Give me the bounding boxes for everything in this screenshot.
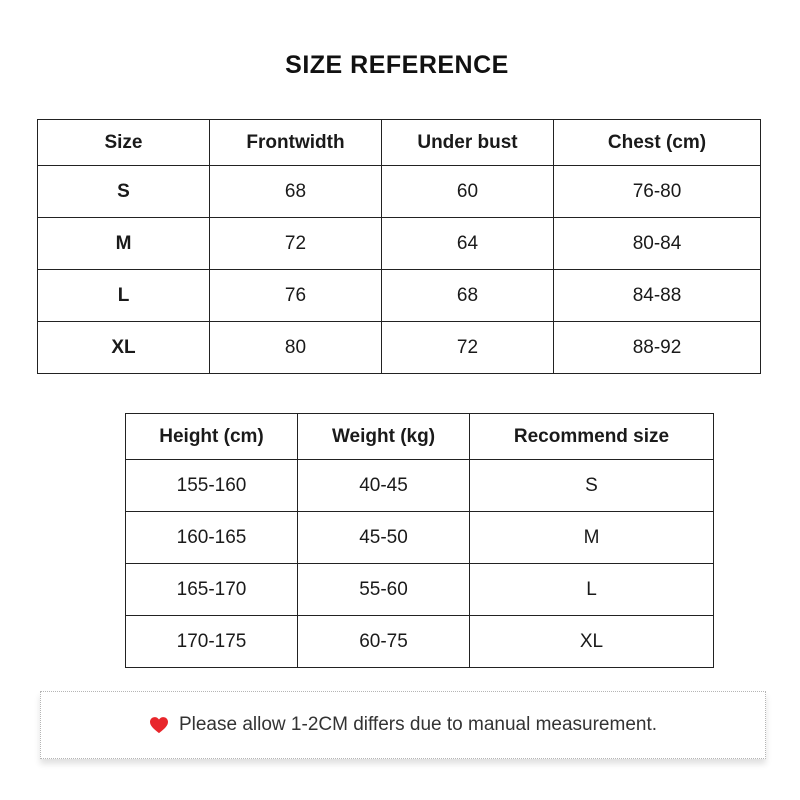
- table-row: [126, 512, 714, 564]
- weight-cell: 45-50: [298, 512, 470, 564]
- column-header-under-bust: Under bust: [382, 120, 554, 166]
- recommend-size-cell: M: [470, 512, 714, 564]
- chest-cell: 76-80: [554, 166, 761, 218]
- size-cell: XL: [38, 322, 210, 374]
- table-row: [38, 218, 761, 270]
- height-cell: 160-165: [126, 512, 298, 564]
- recommend-size-cell: XL: [470, 616, 714, 668]
- under-bust-cell: 68: [382, 270, 554, 322]
- size-chart-table: [37, 119, 761, 374]
- table-header-row: [38, 120, 761, 166]
- table-row: [38, 166, 761, 218]
- height-cell: 170-175: [126, 616, 298, 668]
- column-header-size: Size: [38, 120, 210, 166]
- weight-cell: 60-75: [298, 616, 470, 668]
- frontwidth-cell: 72: [210, 218, 382, 270]
- size-recommendation-table: [125, 413, 714, 668]
- frontwidth-cell: 80: [210, 322, 382, 374]
- height-cell: 165-170: [126, 564, 298, 616]
- size-cell: M: [38, 218, 210, 270]
- table-row: [38, 322, 761, 374]
- frontwidth-cell: 76: [210, 270, 382, 322]
- height-cell: 155-160: [126, 460, 298, 512]
- size-cell: S: [38, 166, 210, 218]
- table-header-row: [126, 414, 714, 460]
- weight-cell: 55-60: [298, 564, 470, 616]
- recommend-size-cell: S: [470, 460, 714, 512]
- frontwidth-cell: 68: [210, 166, 382, 218]
- weight-cell: 40-45: [298, 460, 470, 512]
- recommend-size-cell: L: [470, 564, 714, 616]
- under-bust-cell: 60: [382, 166, 554, 218]
- chest-cell: 84-88: [554, 270, 761, 322]
- heart-icon: [149, 716, 169, 734]
- table-row: [38, 270, 761, 322]
- table-row: [126, 460, 714, 512]
- under-bust-cell: 72: [382, 322, 554, 374]
- chest-cell: 80-84: [554, 218, 761, 270]
- measurement-note-text: Please allow 1-2CM differs due to manual measurement.: [178, 714, 658, 735]
- column-header-height: Height (cm): [126, 414, 298, 460]
- column-header-recommend-size: Recommend size: [470, 414, 714, 460]
- size-cell: L: [38, 270, 210, 322]
- table-row: [126, 616, 714, 668]
- under-bust-cell: 64: [382, 218, 554, 270]
- page-title: SIZE REFERENCE: [285, 51, 509, 79]
- column-header-weight: Weight (kg): [298, 414, 470, 460]
- chest-cell: 88-92: [554, 322, 761, 374]
- measurement-note: [149, 714, 657, 736]
- table-row: [126, 564, 714, 616]
- measurement-note-box: [40, 691, 766, 759]
- column-header-chest: Chest (cm): [554, 120, 761, 166]
- column-header-frontwidth: Frontwidth: [210, 120, 382, 166]
